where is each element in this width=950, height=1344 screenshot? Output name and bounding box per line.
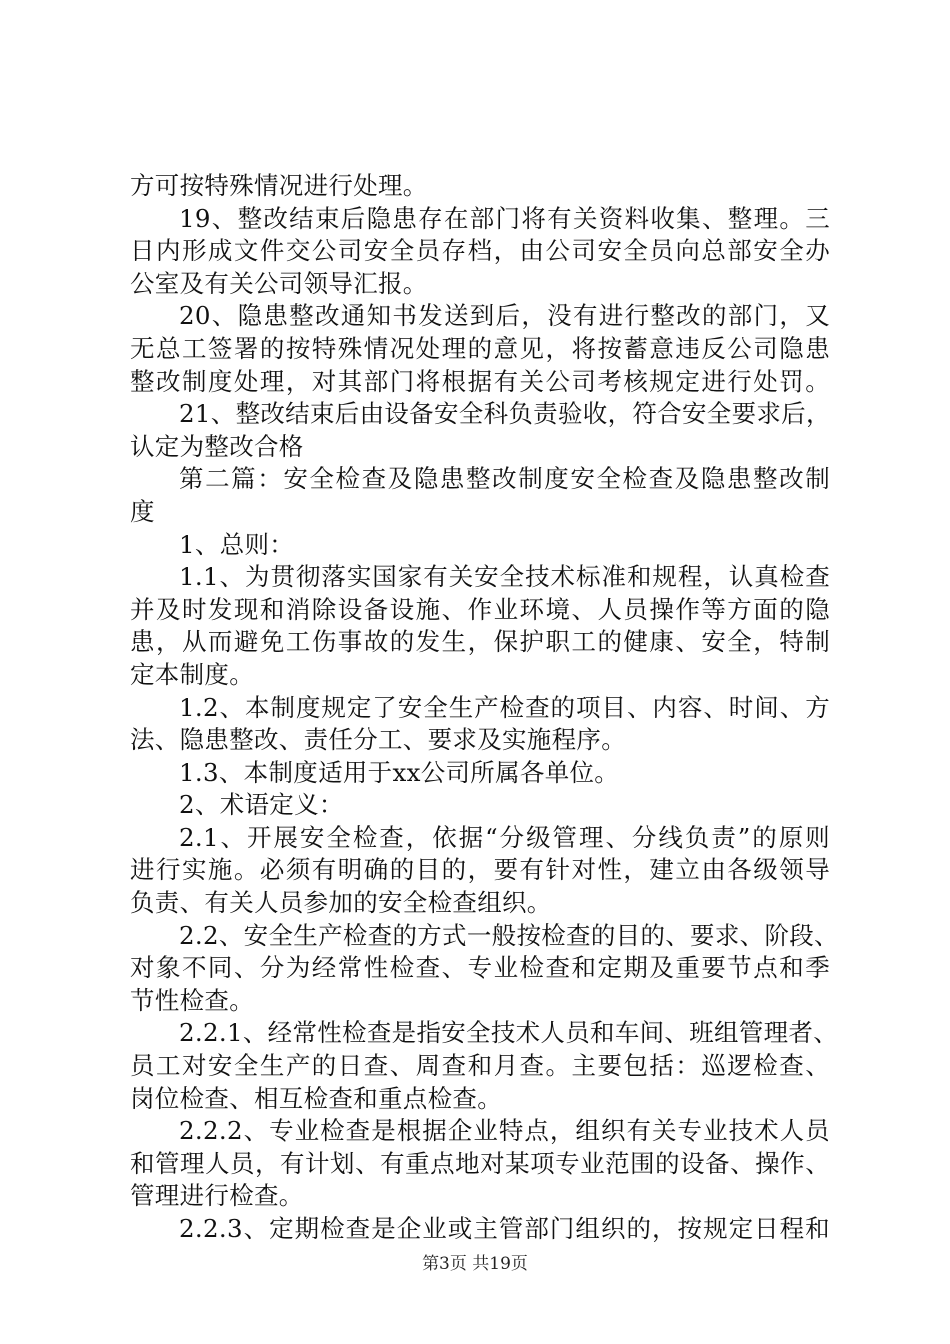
text-line: 2.2.3、定期检查是企业或主管部门组织的，按规定日程和 (179, 1214, 830, 1243)
text-line: 2.2.2、专业检查是根据企业特点，组织有关专业技术人员 (179, 1116, 830, 1146)
text-line: 21、整改结束后由设备安全科负责验收，符合安全要求后， (179, 399, 831, 429)
text-line: 定本制度。 (130, 659, 254, 689)
text-line: 和管理人员，有计划、有重点地对某项专业范围的设备、操作、 (130, 1148, 830, 1178)
text-line: 1、总则： (179, 529, 295, 559)
text-line: 第二篇：安全检查及隐患整改制度安全检查及隐患整改制 (179, 464, 830, 494)
text-line: 并及时发现和消除设备设施、作业环境、人员操作等方面的隐 (130, 594, 830, 624)
text-line: 2.1、开展安全检查，依据“分级管理、分线负责”的原则 (179, 822, 830, 852)
text-line: 1.3、本制度适用于xx公司所属各单位。 (179, 757, 620, 787)
text-line: 对象不同、分为经常性检查、专业检查和定期及重要节点和季 (130, 953, 830, 983)
text-line: 岗位检查、相互检查和重点检查。 (130, 1083, 502, 1113)
text-line: 20、隐患整改通知书发送到后，没有进行整改的部门，又 (179, 301, 830, 331)
text-line: 节性检查。 (130, 985, 254, 1015)
text-line: 方可按特殊情况进行处理。 (130, 171, 428, 200)
text-line: 公室及有关公司领导汇报。 (130, 268, 428, 298)
text-line: 无总工签署的按特殊情况处理的意见，将按蓄意违反公司隐患 (130, 333, 830, 363)
text-line: 管理进行检查。 (130, 1181, 304, 1211)
text-line: 进行实施。必须有明确的目的，要有针对性，建立由各级领导 (130, 855, 830, 885)
text-line: 员工对安全生产的日查、周查和月查。主要包括：巡逻检查、 (130, 1051, 830, 1081)
text-line: 2.2.1、经常性检查是指安全技术人员和车间、班组管理者、 (179, 1018, 839, 1048)
page-number-label: 第3页 共19页 (422, 1254, 528, 1274)
document-body (130, 170, 839, 1246)
text-line: 2、术语定义： (179, 790, 344, 820)
text-line: 负责、有关人员参加的安全检查组织。 (130, 888, 552, 918)
text-line: 度 (130, 496, 155, 526)
text-line: 认定为整改合格 (130, 431, 304, 461)
text-line: 整改制度处理，对其部门将根据有关公司考核规定进行处罚。 (130, 366, 830, 396)
text-line: 1.1、为贯彻落实国家有关安全技术标准和规程，认真检查 (179, 562, 830, 592)
text-line: 2.2、安全生产检查的方式一般按检查的目的、要求、阶段、 (179, 920, 839, 950)
text-line: 1.2、本制度规定了安全生产检查的项目、内容、时间、方 (179, 692, 830, 722)
text-line: 法、隐患整改、责任分工、要求及实施程序。 (130, 725, 626, 755)
page-footer (0, 1253, 950, 1275)
text-line: 日内形成文件交公司安全员存档，由公司安全员向总部安全办 (130, 236, 830, 266)
text-line: 19、整改结束后隐患存在部门将有关资料收集、整理。三 (179, 203, 830, 233)
text-line: 患，从而避免工伤事故的发生，保护职工的健康、安全，特制 (130, 627, 830, 657)
